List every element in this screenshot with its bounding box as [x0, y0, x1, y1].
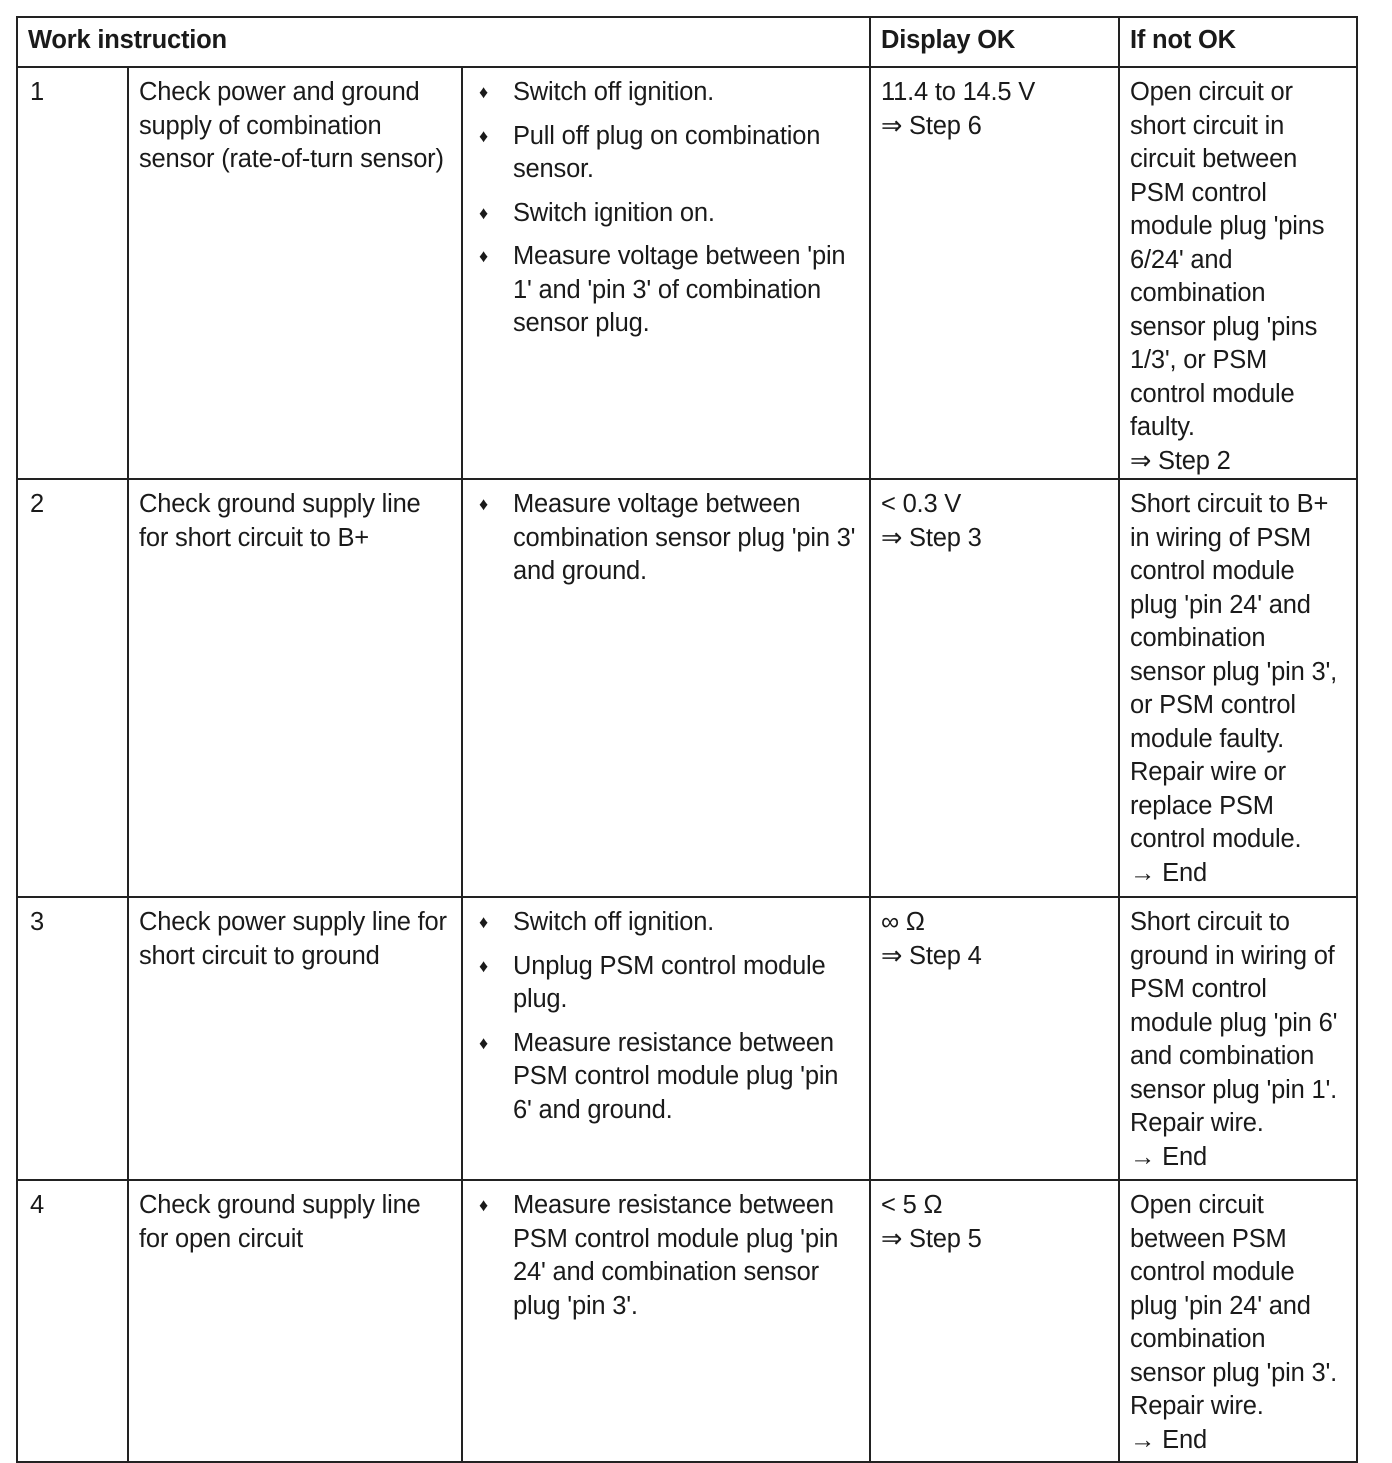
list-item: ♦ Switch off ignition. — [473, 76, 859, 110]
list-item: ♦ Switch off ignition. — [473, 906, 859, 940]
bullet-diamond-icon: ♦ — [479, 1032, 488, 1053]
fault-description: Short circuit to B+ in wiring of PSM control module plug 'pin 24' and combination sensor plug 'pin 3', or PSM control module faulty. — [1130, 490, 1338, 753]
display-ok-value: 11.4 to 14.5 V — [881, 78, 1036, 106]
display-ok-cell — [870, 897, 1119, 1180]
check-description: Check power and ground supply of combination sensor (rate-of-turn sensor) — [128, 67, 462, 479]
list-item: ♦ Switch ignition on. — [473, 197, 859, 231]
bullet-diamond-icon: ♦ — [479, 1195, 488, 1215]
list-item: ♦ Measure voltage between 'pin 1' and 'pin 3' of combination sensor plug. — [479, 242, 846, 337]
header-display-ok: Display OK — [870, 17, 1119, 67]
action-list — [473, 1189, 859, 1323]
list-item: ♦ Measure resistance between PSM control module plug 'pin 6' and ground. — [479, 1028, 839, 1124]
bullet-diamond-icon: ♦ — [479, 494, 488, 514]
next-step: ⇒ Step 6 — [881, 111, 982, 140]
action-cell — [462, 479, 870, 897]
header-work-instruction: Work instruction — [17, 17, 870, 67]
bullet-diamond-icon: ♦ — [479, 125, 488, 146]
if-not-ok-cell — [1119, 897, 1357, 1180]
fault-description: Open circuit or short circuit in circuit between PSM control module plug 'pins 6/24' and combination sensor plug 'pins 1/3', or PSM control module faulty. — [1130, 78, 1325, 441]
step-number: 1 — [17, 67, 128, 479]
display-ok-cell — [870, 1180, 1119, 1462]
next-step: → End — [1130, 1142, 1207, 1171]
table-row — [17, 897, 1357, 1180]
list-item: ♦ Pull off plug on combination sensor. — [479, 121, 821, 183]
action-list — [473, 488, 859, 589]
next-step: ⇒ Step 4 — [881, 941, 982, 970]
list-item: ♦ Unplug PSM control module plug. — [479, 951, 826, 1013]
bullet-diamond-icon: ♦ — [479, 202, 488, 223]
bullet-diamond-icon: ♦ — [479, 955, 488, 976]
bullet-diamond-icon: ♦ — [479, 912, 488, 932]
step-number: 2 — [17, 479, 128, 897]
check-description: Check ground supply line for short circuit to B+ — [128, 479, 462, 897]
list-item: ♦ Measure resistance between PSM control module plug 'pin 24' and combination sensor plug 'pin 3'. — [479, 1191, 839, 1320]
fault-description: Open circuit between PSM control module plug 'pin 24' and combination sensor plug 'pin 3'. — [1130, 1191, 1338, 1387]
action-cell — [462, 67, 870, 479]
if-not-ok-cell — [1119, 67, 1357, 479]
if-not-ok-cell — [1119, 1180, 1357, 1462]
display-ok-value: < 0.3 V — [881, 490, 962, 518]
next-step: ⇒ Step 3 — [881, 523, 982, 552]
table-row — [17, 67, 1357, 479]
header-if-not-ok: If not OK — [1119, 17, 1357, 67]
action-cell — [462, 1180, 870, 1462]
action-list — [473, 906, 859, 1127]
display-ok-value: ∞ Ω — [881, 908, 925, 936]
action-list — [473, 76, 859, 341]
step-number: 4 — [17, 1180, 128, 1462]
work-instruction-table — [16, 16, 1358, 1463]
next-step: → End — [1130, 1425, 1207, 1454]
next-step: ⇒ Step 5 — [881, 1224, 982, 1253]
list-item: ♦ Measure voltage between combination sensor plug 'pin 3' and ground. — [479, 490, 856, 585]
display-ok-cell — [870, 67, 1119, 479]
check-description: Check ground supply line for open circuit — [128, 1180, 462, 1462]
display-ok-value: < 5 Ω — [881, 1191, 943, 1219]
bullet-diamond-icon: ♦ — [479, 82, 488, 102]
display-ok-cell — [870, 479, 1119, 897]
remedy: Repair wire. — [1130, 1392, 1264, 1420]
remedy: Repair wire. — [1130, 1109, 1264, 1137]
if-not-ok-cell — [1119, 479, 1357, 897]
bullet-diamond-icon: ♦ — [479, 246, 488, 266]
next-step: → End — [1130, 858, 1207, 887]
fault-description: Short circuit to ground in wiring of PSM control module plug 'pin 6' and combination sensor plug 'pin 1'. — [1130, 908, 1338, 1104]
next-step: ⇒ Step 2 — [1130, 446, 1231, 475]
table-row — [17, 1180, 1357, 1462]
remedy: Repair wire or replace PSM control module. — [1130, 758, 1302, 853]
step-number: 3 — [17, 897, 128, 1180]
table-header-row — [17, 17, 1357, 67]
action-cell — [462, 897, 870, 1180]
table-row — [17, 479, 1357, 897]
check-description: Check power supply line for short circuit to ground — [128, 897, 462, 1180]
